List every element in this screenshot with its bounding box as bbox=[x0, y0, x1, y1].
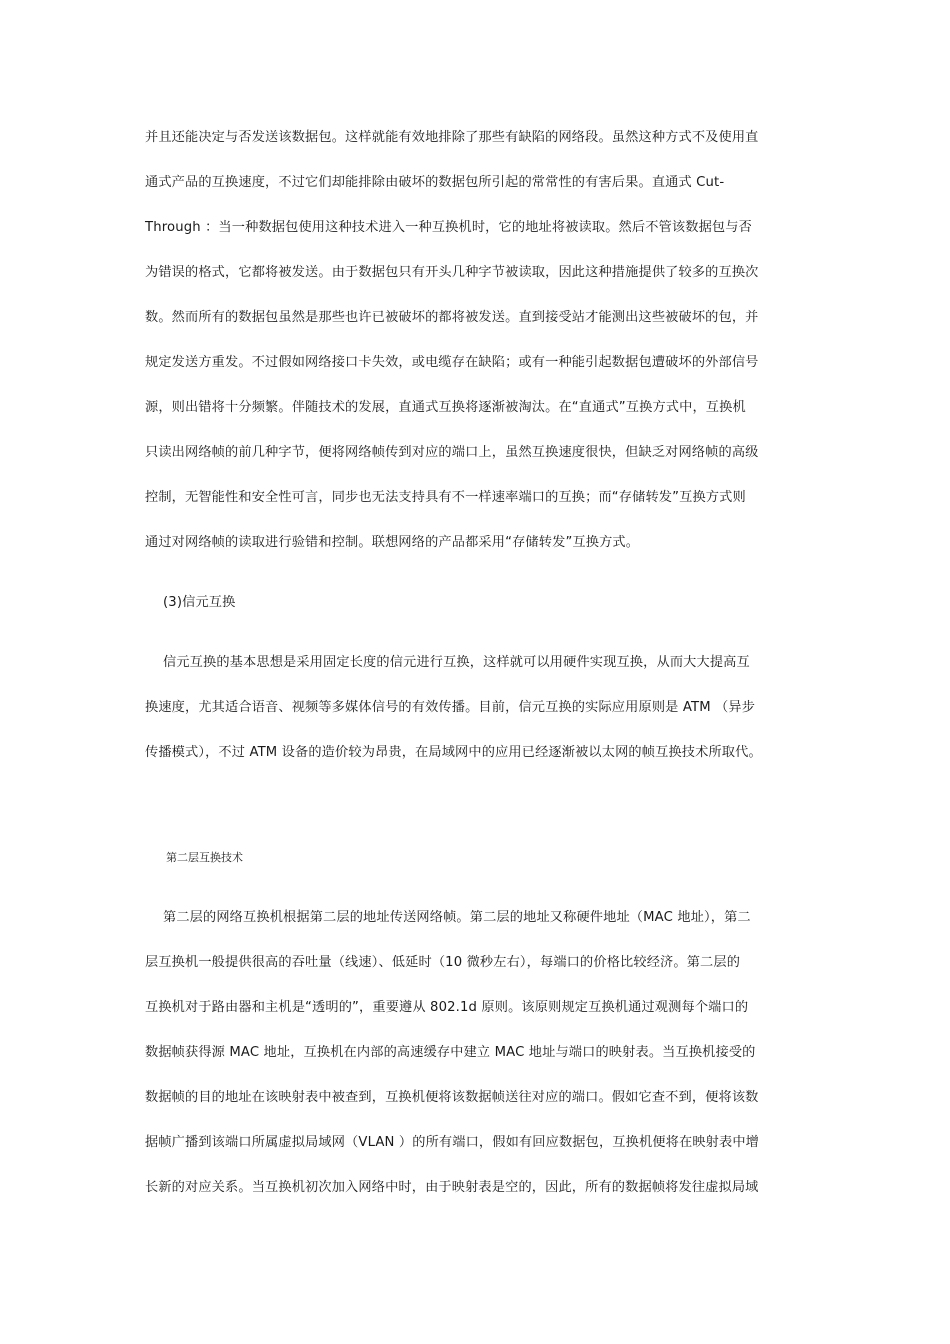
paragraph-1-line: 并且还能决定与否发送该数据包。这样就能有效地排除了那些有缺陷的网络段。虽然这种方式不及使用直 bbox=[145, 130, 759, 145]
paragraph-1-line: 数。然而所有的数据包虽然是那些也许已被破坏的都将被发送。直到接受站才能测出这些被破坏的包，并 bbox=[145, 310, 759, 325]
section-heading-cell-switching: (3)信元互换 bbox=[163, 595, 236, 610]
paragraph-1-line: 通过对网络帧的读取进行验错和控制。联想网络的产品都采用“存储转发”互换方式。 bbox=[145, 535, 640, 550]
paragraph-3-line: 长新的对应关系。当互换机初次加入网络中时，由于映射表是空的，因此，所有的数据帧将发往虚拟局域 bbox=[145, 1180, 759, 1195]
paragraph-1-line: 规定发送方重发。不过假如网络接口卡失效，或电缆存在缺陷；或有一种能引起数据包遭破坏的外部信号 bbox=[145, 355, 759, 370]
paragraph-1-line: 为错误的格式，它都将被发送。由于数据包只有开头几种字节被读取，因此这种措施提供了较多的互换次 bbox=[145, 265, 759, 280]
paragraph-2-line: 传播模式），不过 ATM 设备的造价较为昂贵，在局域网中的应用已经逐渐被以太网的帧互换技术所取代。 bbox=[145, 745, 762, 760]
paragraph-1-line: 源，则出错将十分频繁。伴随技术的发展，直通式互换将逐渐被淘汰。在“直通式”互换方式中，互换机 bbox=[145, 400, 746, 415]
section-title-layer2: 第二层互换技术 bbox=[166, 851, 243, 864]
paragraph-2-line: 换速度，尤其适合语音、视频等多媒体信号的有效传播。目前，信元互换的实际应用原则是 ATM （异步 bbox=[145, 700, 756, 715]
paragraph-3-line: 层互换机一般提供很高的吞吐量（线速）、低延时（10 微秒左右），每端口的价格比较经济。第二层的 bbox=[145, 955, 741, 970]
paragraph-3-line: 数据帧获得源 MAC 地址，互换机在内部的高速缓存中建立 MAC 地址与端口的映射表。当互换机接受的 bbox=[145, 1045, 756, 1060]
paragraph-2-line: 信元互换的基本思想是采用固定长度的信元进行互换，这样就可以用硬件实现互换，从而大大提高互 bbox=[163, 655, 750, 670]
paragraph-1-line: Through ：当一种数据包使用这种技术进入一种互换机时，它的地址将被读取。然后不管该数据包与否 bbox=[145, 220, 752, 235]
paragraph-1-line: 只读出网络帧的前几种字节，便将网络帧传到对应的端口上，虽然互换速度很快，但缺乏对网络帧的高级 bbox=[145, 445, 759, 460]
paragraph-3-line: 第二层的网络互换机根据第二层的地址传送网络帧。第二层的地址又称硬件地址（MAC 地址），第二 bbox=[163, 910, 751, 925]
paragraph-1-line: 控制，无智能性和安全性可言，同步也无法支持具有不一样速率端口的互换；而“存储转发”互换方式则 bbox=[145, 490, 746, 505]
paragraph-1-line: 通式产品的互换速度，不过它们却能排除由破坏的数据包所引起的常常性的有害后果。直通式 Cut- bbox=[145, 175, 725, 190]
paragraph-3-line: 数据帧的目的地址在该映射表中被查到，互换机便将该数据帧送往对应的端口。假如它查不到，便将该数 bbox=[145, 1090, 759, 1105]
paragraph-3-line: 据帧广播到该端口所属虚拟局域网（VLAN ）的所有端口，假如有回应数据包，互换机便将在映射表中增 bbox=[145, 1135, 760, 1150]
paragraph-3-line: 互换机对于路由器和主机是“透明的”，重要遵从 802.1d 原则。该原则规定互换机通过观测每个端口的 bbox=[145, 1000, 749, 1015]
